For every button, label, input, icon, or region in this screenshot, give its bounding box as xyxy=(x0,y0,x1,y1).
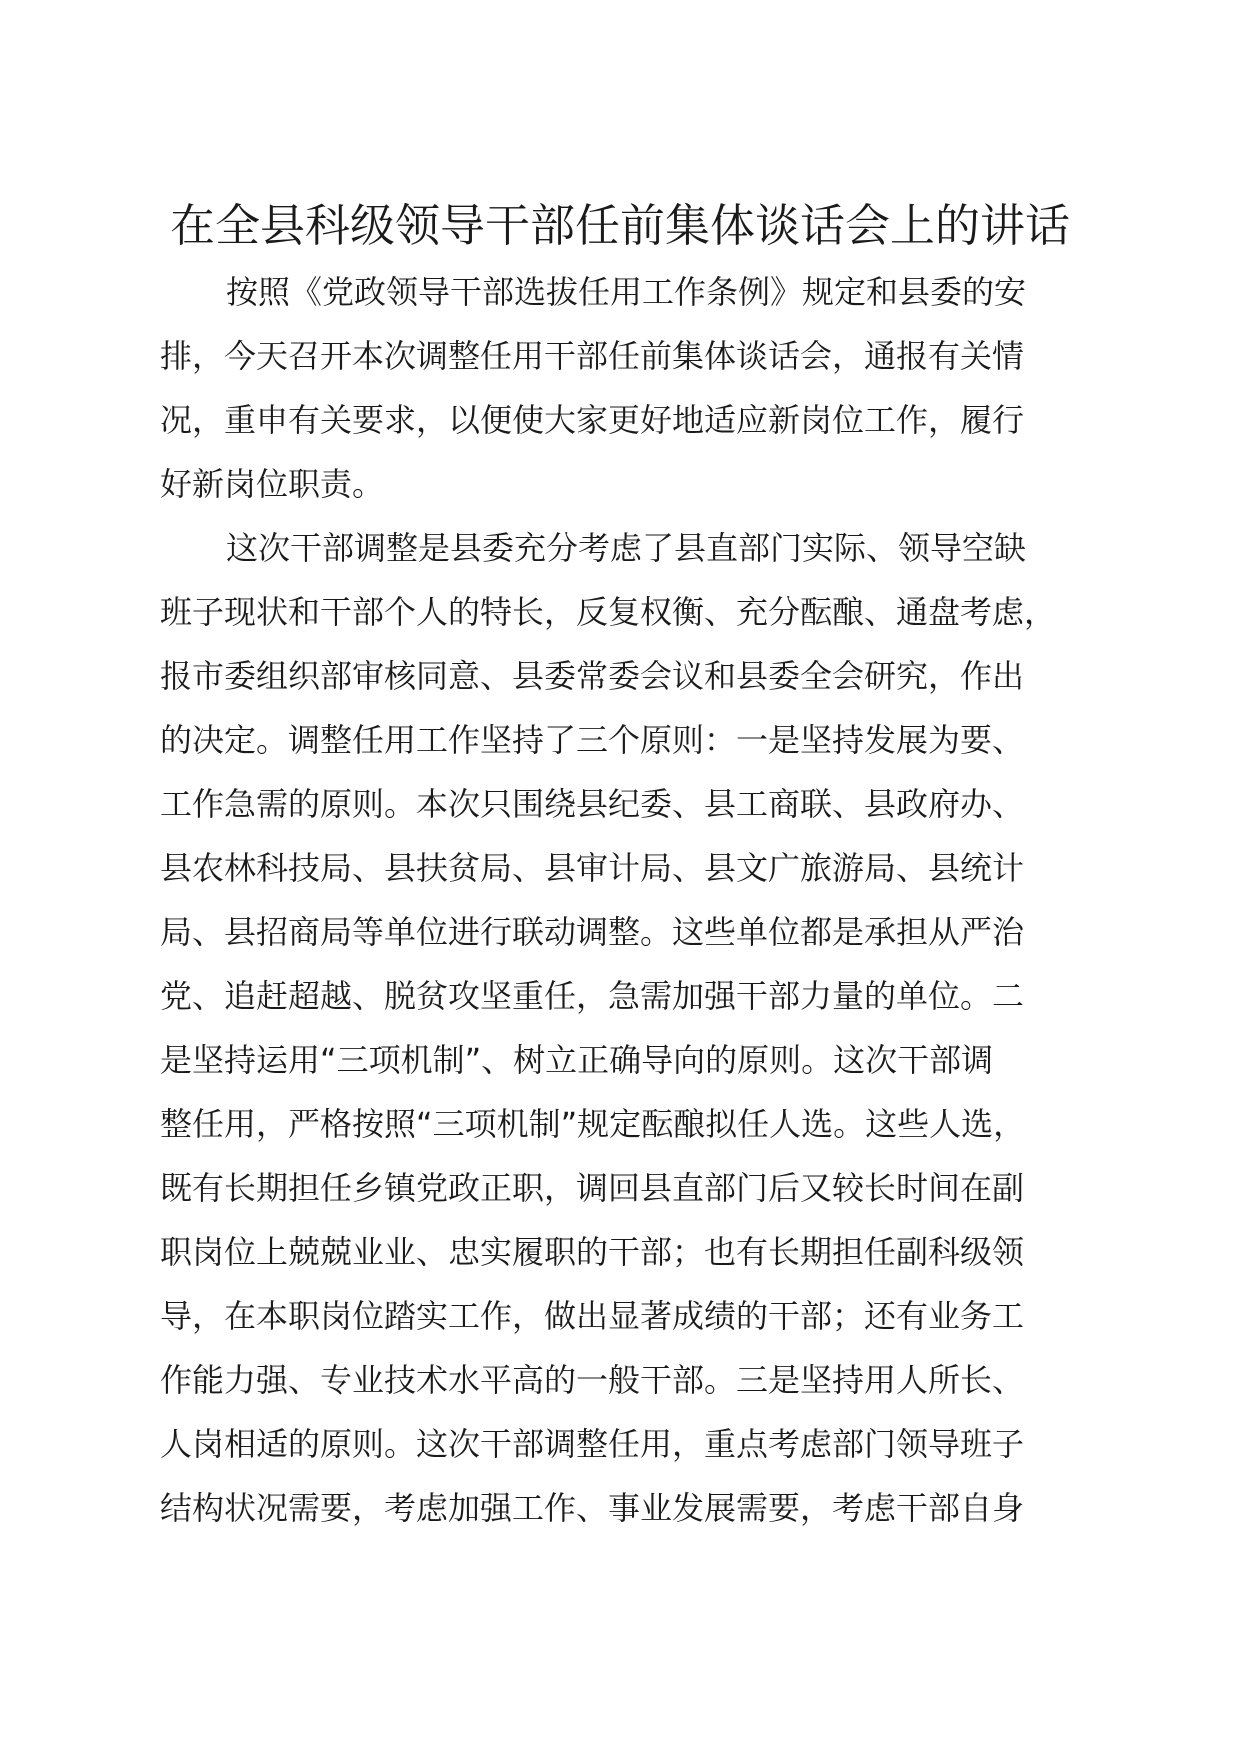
paragraph-line: 排，今天召开本次调整任用干部任前集体谈话会，通报有关情 xyxy=(160,337,1025,375)
paragraph-line: 县农林科技局、县扶贫局、县审计局、县文广旅游局、县统计 xyxy=(160,849,1025,887)
paragraph-line: 整任用，严格按照“三项机制”规定酝酿拟任人选。这些人选， xyxy=(160,1105,1026,1143)
paragraph-line: 作能力强、专业技术水平高的一般干部。三是坚持用人所长、 xyxy=(160,1361,1025,1399)
paragraph-line: 班子现状和干部个人的特长，反复权衡、充分酝酿、通盘考虑， xyxy=(160,593,1057,631)
paragraph-line: 好新岗位职责。 xyxy=(160,465,385,503)
paragraph-line: 报市委组织部审核同意、县委常委会议和县委全会研究，作出 xyxy=(160,657,1025,695)
paragraph-line: 党、追赶超越、脱贫攻坚重任，急需加强干部力量的单位。二 xyxy=(160,977,1025,1015)
paragraph-line: 这次干部调整是县委充分考虑了县直部门实际、领导空缺 xyxy=(226,529,1027,567)
paragraph-line: 按照《党政领导干部选拔任用工作条例》规定和县委的安 xyxy=(226,273,1027,311)
paragraph-line: 既有长期担任乡镇党政正职，调回县直部门后又较长时间在副 xyxy=(160,1169,1025,1207)
document-title: 在全县科级领导干部任前集体谈话会上的讲话 xyxy=(169,199,1070,253)
paragraph-line: 导，在本职岗位踏实工作，做出显著成绩的干部；还有业务工 xyxy=(160,1297,1025,1335)
paragraph-line: 工作急需的原则。本次只围绕县纪委、县工商联、县政府办、 xyxy=(160,785,1025,823)
paragraph-line: 的决定。调整任用工作坚持了三个原则：一是坚持发展为要、 xyxy=(160,721,1025,759)
paragraph-line: 况，重申有关要求，以便使大家更好地适应新岗位工作，履行 xyxy=(160,401,1025,439)
paragraph-line: 结构状况需要，考虑加强工作、事业发展需要，考虑干部自身 xyxy=(160,1489,1025,1527)
paragraph-line: 人岗相适的原则。这次干部调整任用，重点考虑部门领导班子 xyxy=(160,1425,1025,1463)
paragraph-line: 是坚持运用“三项机制”、树立正确导向的原则。这次干部调 xyxy=(160,1041,994,1079)
document-body xyxy=(160,260,1120,1540)
paragraph-line: 局、县招商局等单位进行联动调整。这些单位都是承担从严治 xyxy=(160,913,1025,951)
paragraph-line: 职岗位上兢兢业业、忠实履职的干部；也有长期担任副科级领 xyxy=(160,1233,1025,1271)
